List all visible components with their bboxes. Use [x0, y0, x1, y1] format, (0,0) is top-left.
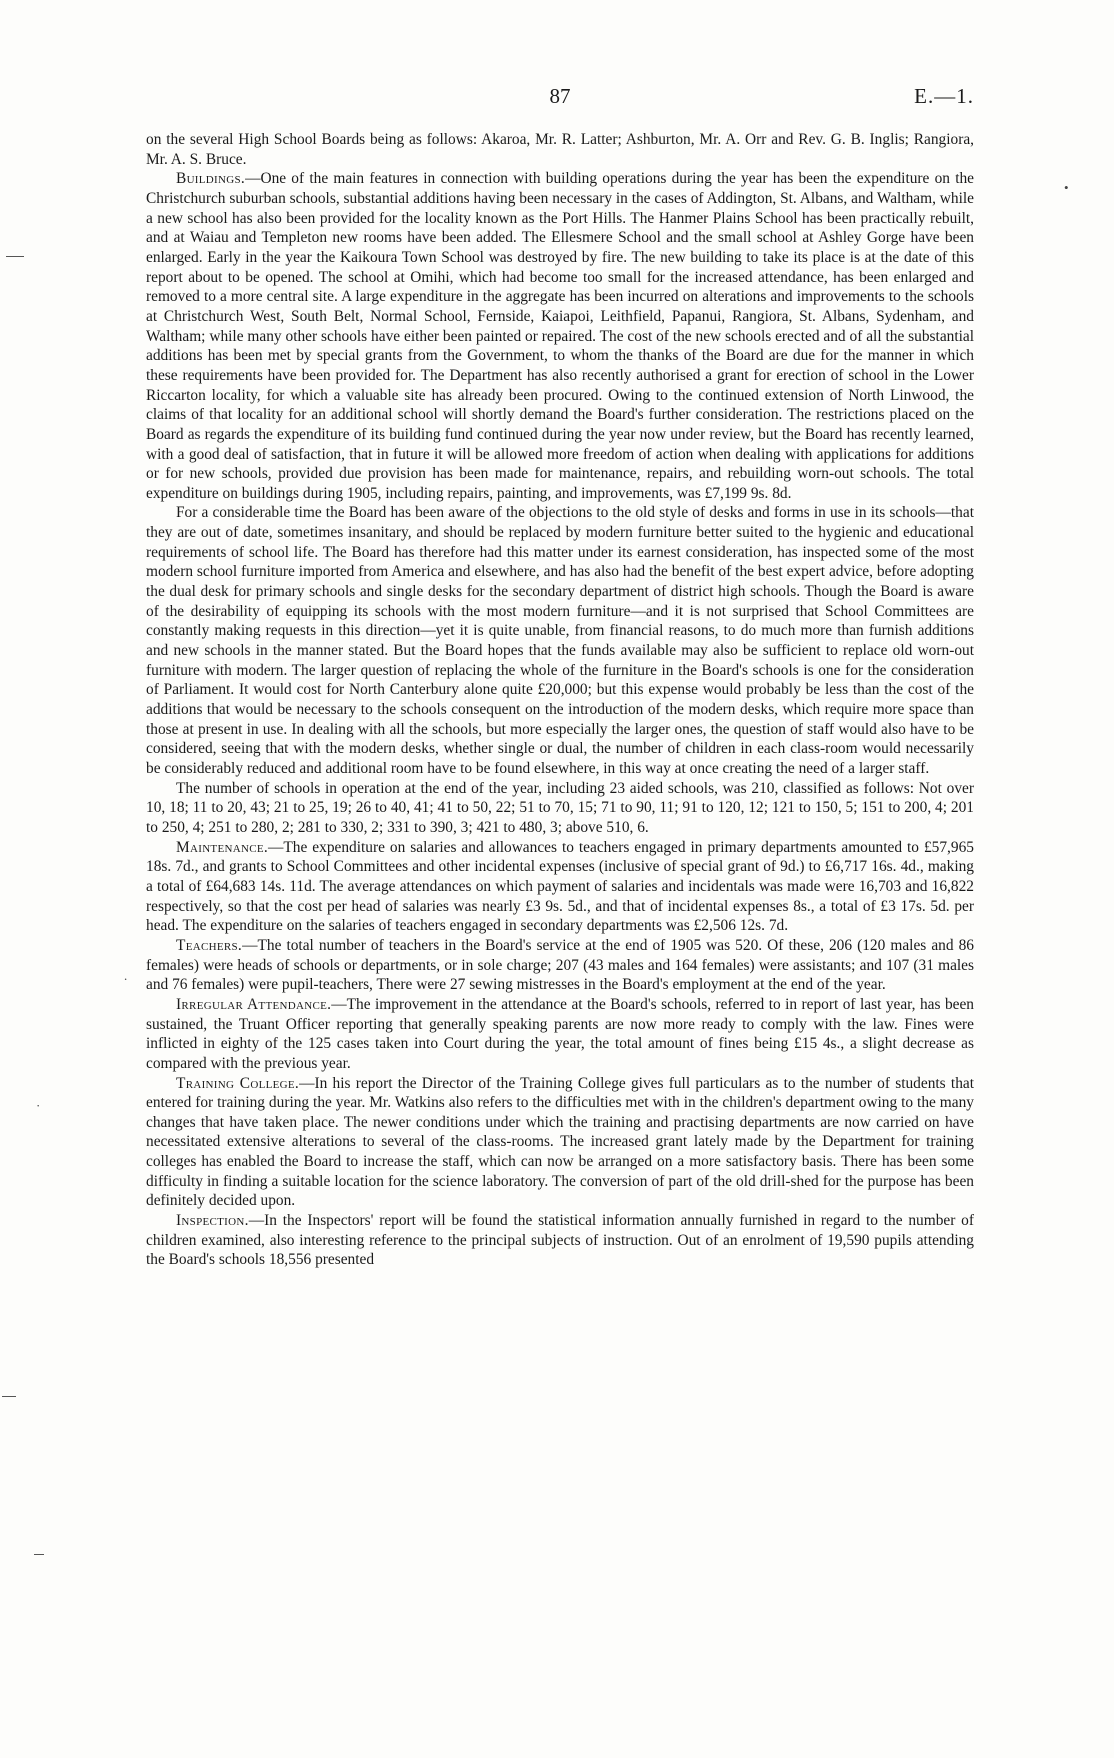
- section-code: E.—1.: [914, 84, 974, 108]
- page-number: 87: [549, 84, 571, 108]
- paragraph-maintenance: [146, 838, 974, 936]
- paragraph-text: on the several High School Boards being as follows: Akaroa, Mr. R. Latter; Ashburton, Mr. A. Orr and Rev. G. B. Inglis; Rangiora, Mr. A. S. Bruce.: [146, 131, 974, 168]
- paragraph-text: —The expenditure on salaries and allowances to teachers engaged in primary departments amounted to £57,965 18s. 7d., and grants to School Committees and other incidental expenses (inclusive of special grant of 9d.) to £6,717 16s. 4d., making a total of £64,683 14s. 11d. The average attendances on which payment of salaries and incidentals was made were 16,703 and 16,822 respectively, so that the cost per head of salaries was nearly £3 9s. 5d., and that of incidental expenses 8s., a total of £3 17s. 5d. per head. The expenditure on the salaries of teachers engaged in secondary departments was £2,506 12s. 7d.: [146, 838, 974, 935]
- paragraph-high-school-boards: [146, 130, 974, 169]
- body-text: [146, 130, 974, 1270]
- paragraph-text: —One of the main features in connection with building operations during the year has been the expenditure on the Christchurch suburban schools, substantial additions having been necessary in the cases of Addington, St. Albans, and Waltham, while a new school has also been provided for the locality known as the Port Hills. The Hanmer Plains School has been practically rebuilt, and at Waiau and Templeton new rooms have been added. The Ellesmere School and the small school at Ashley Gorge have been enlarged. Early in the year the Kaikoura Town School was destroyed by fire. The new building to take its place is at the date of this report about to be opened. The school at Omihi, which had become too small for the increased attendance, has been enlarged and removed to a more central site. A large expenditure in the aggregate has been incurred on alterations and improvements to the schools at Christchurch West, South Belt, Normal School, Fernside, Kaiapoi, Leithfield, Papanui, Rangiora, St. Albans, Sydenham, and Waltham; while many other schools have either been painted or repaired. The cost of the new schools erected and of all the substantial additions has been met by special grants from the Government, to whom the thanks of the Board are due for the manner in which these requirements have been provided for. The Department has also recently authorised a grant for erection of school in the Lower Riccarton locality, for which a valuable site has already been procured. Owing to the continued extension of North Linwood, the claims of that locality for an additional school will shortly demand the Board's further consideration. The restrictions placed on the Board as regards the expenditure of its building fund continued during the year now under review, but the Board has recently learned, with a good deal of satisfaction, that in future it will be allowed more freedom of action when dealing with applications for additions or for new schools, provided due provision has been made for maintenance, repairs, and rebuilding worn-out schools. The total expenditure on buildings during 1905, including repairs, painting, and improvements, was £7,199 9s. 8d.: [146, 170, 974, 502]
- paragraph-text: —The total number of teachers in the Board's service at the end of 1905 was 520. Of these, 206 (120 males and 86 females) were heads of schools or departments, or in sole charge; 207 (43 males and 164 females) were assistants; and 107 (31 males and 76 females) were pupil-teachers, There were 27 sewing mistresses in the Board's employment at the end of the year.: [146, 936, 974, 994]
- section-heading: Buildings.: [176, 170, 246, 188]
- paragraph-buildings: [146, 169, 974, 503]
- margin-mark: ·: [36, 1098, 41, 1113]
- section-heading: Maintenance.: [176, 838, 269, 856]
- margin-mark: •: [1064, 180, 1069, 195]
- margin-mark: [34, 1554, 44, 1555]
- paragraph-text: —In his report the Director of the Training College gives full particulars as to the number of students that entered for training during the year. Mr. Watkins also refers to the difficulties met with in the children's department owing to the many changes that have taken place. The newer conditions under which the training and practising departments are now carried on have necessitated extensive alterations to several of the class-rooms. The increased grant lately made by the Department for training colleges has enabled the Board to increase the staff, which can now be arranged on a more satisfactory basis. There has been some difficulty in finding a suitable location for the science laboratory. The conversion of part of the old drill-shed for the purpose has been definitely decided upon.: [146, 1074, 974, 1210]
- page-header: [146, 84, 974, 114]
- margin-mark: [6, 256, 24, 257]
- section-heading: Training College.: [176, 1074, 300, 1092]
- paragraph-training-college: [146, 1074, 974, 1212]
- section-heading: Irregular Attendance.: [176, 995, 332, 1013]
- paragraph-text: The number of schools in operation at the end of the year, including 23 aided schools, was 210, classified as follows: Not over 10, 18; 11 to 20, 43; 21 to 25, 19; 26 to 40, 41; 41 to 50, 22; 51 to 70, 15; 71 to 90, 11; 91 to 120, 12; 121 to 150, 5; 151 to 200, 4; 201 to 250, 4; 251 to 280, 2; 281 to 330, 2; 331 to 390, 3; 421 to 480, 3; above 510, 6.: [146, 779, 974, 836]
- paragraph-text: —In the Inspectors' report will be found the statistical information annually furnished in regard to the number of children examined, also interesting reference to the principal subjects of instruction. Out of an enrolment of 19,590 pupils attending the Board's schools 18,556 presented: [146, 1212, 974, 1269]
- section-heading: Teachers.: [176, 936, 243, 954]
- paragraph-school-count: [146, 779, 974, 838]
- paragraph-text: For a considerable time the Board has been aware of the objections to the old style of desks and forms in use in its schools—that they are out of date, sometimes insanitary, and should be replaced by modern furniture better suited to the hygienic and educational requirements of school life. The Board has therefore had this matter under its earnest consideration, has inspected some of the most modern school furniture imported from America and elsewhere, and has also had the benefit of the best expert advice, before adopting the dual desk for primary schools and single desks for the secondary department of district high schools. Though the Board is aware of the desirability of equipping its schools with the most modern furniture—and it is not surprised that School Committees are constantly making requests in this direction—yet it is quite unable, from financial reasons, to do much more than furnish additions and new schools in the manner stated. But the Board hopes that the funds available may also be sufficient to replace old worn-out furniture with modern. The larger question of replacing the whole of the furniture in the Board's schools is one for the consideration of Parliament. It would cost for North Canterbury alone quite £20,000; but this expense would probably be less than the cost of the additions that would be necessary to the schools consequent on the introduction of the modern desks, which require more space than those at present in use. In dealing with all the schools, but more especially the larger ones, the question of staff would also have to be considered, seeing that with the modern desks, whether single or dual, the number of children in each class-room would necessarily be considerably reduced and additional room have to be found elsewhere, in this way at once creating the need of a larger staff.: [146, 504, 974, 777]
- section-heading: Inspection.: [176, 1212, 249, 1230]
- paragraph-teachers: [146, 936, 974, 995]
- paragraph-inspection: [146, 1211, 974, 1270]
- paragraph-text: —The improvement in the attendance at the Board's schools, referred to in report of last year, has been sustained, the Truant Officer reporting that generally speaking parents are now more ready to comply with the law. Fines were inflicted in eighty of the 125 cases taken into Court during the year, the total amount of fines being £15 4s., a slight decrease as compared with the previous year.: [146, 995, 974, 1072]
- margin-mark: [2, 1396, 16, 1397]
- paragraph-furniture: [146, 503, 974, 778]
- margin-mark: .: [124, 968, 128, 983]
- paragraph-irregular-attendance: [146, 995, 974, 1074]
